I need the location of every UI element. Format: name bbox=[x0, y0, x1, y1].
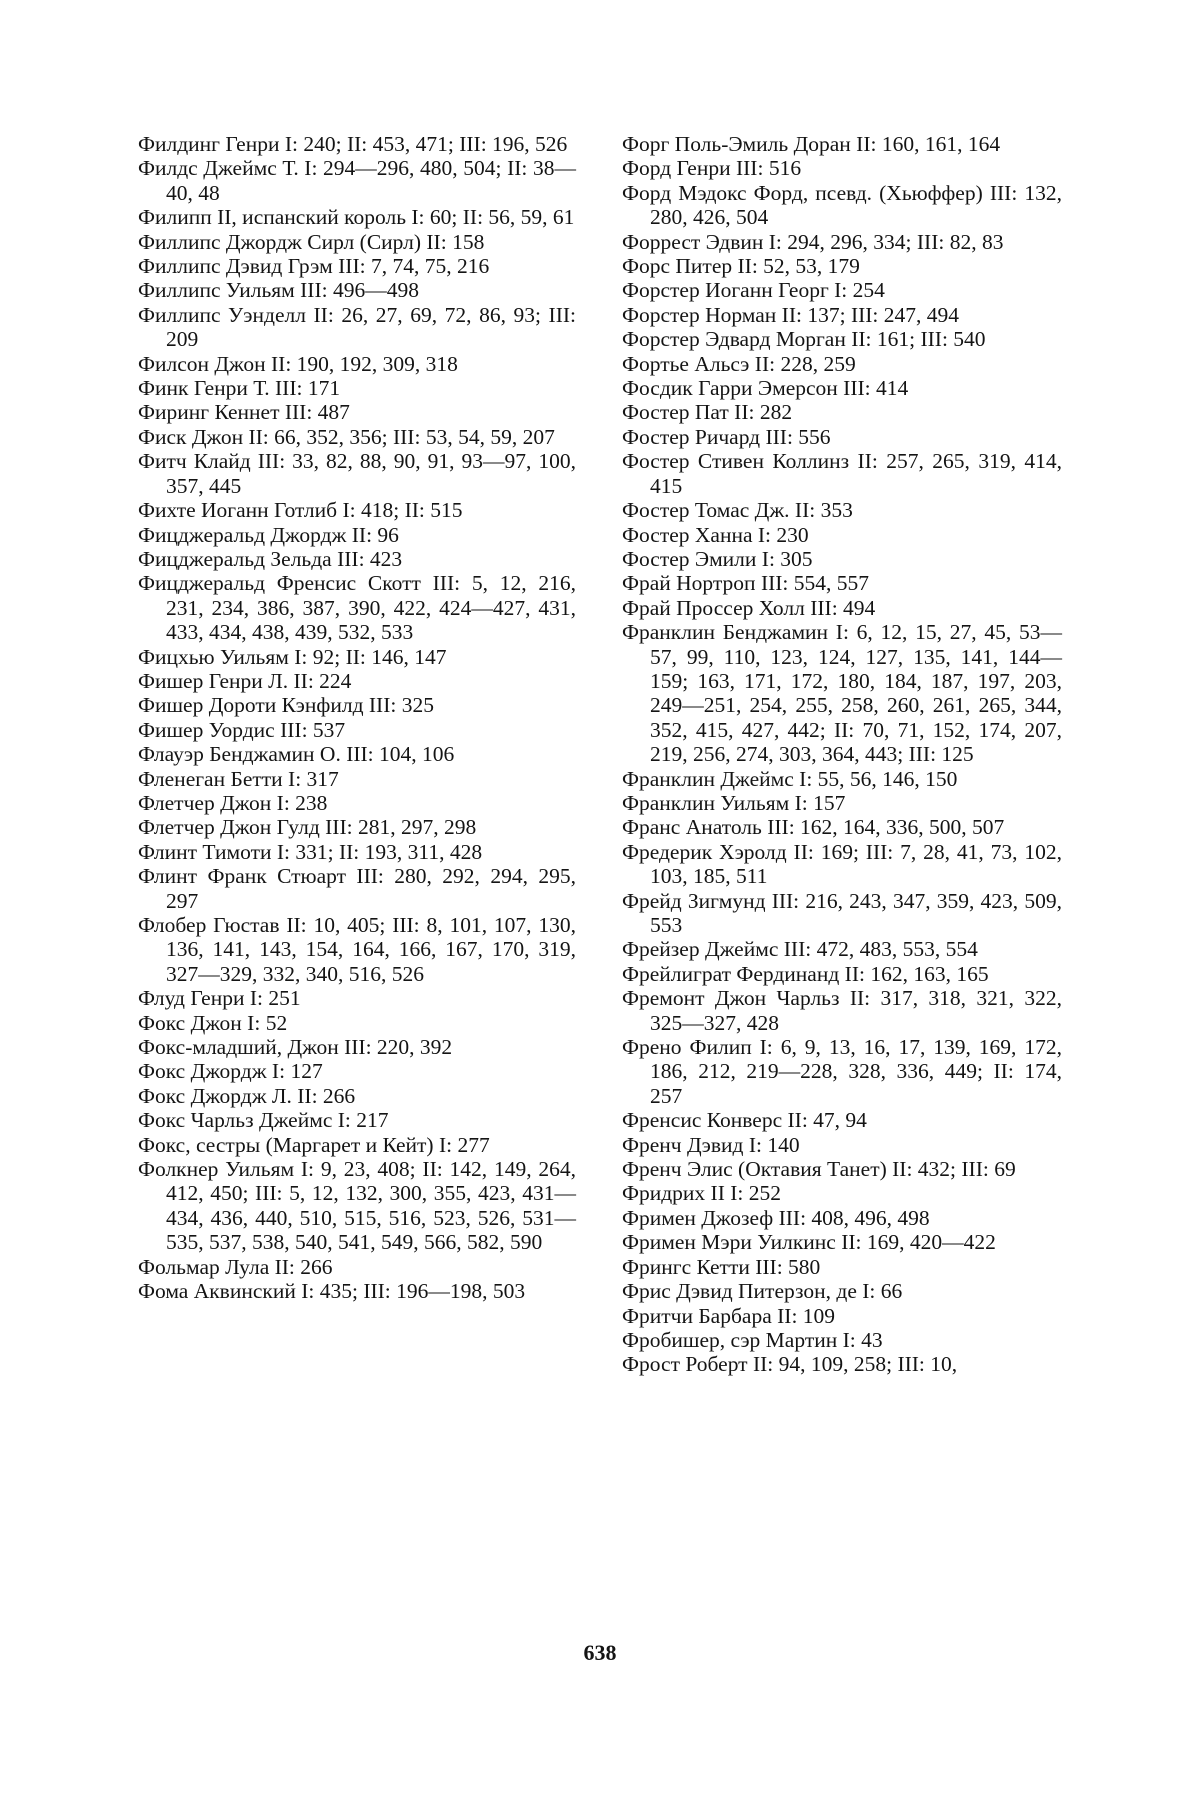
index-entry: Фрейд Зигмунд III: 216, 243, 347, 359, 423, 509, 553 bbox=[622, 888, 1062, 937]
index-entry: Форстер Эдвард Морган II: 161; III: 540 bbox=[622, 327, 986, 352]
index-entry: Фрингс Кетти III: 580 bbox=[622, 1254, 821, 1279]
index-entry: Фредерик Хэролд II: 169; III: 7, 28, 41, 73, 102, 103, 185, 511 bbox=[622, 839, 1062, 889]
index-entry: Фокс Чарльз Джеймс I: 217 bbox=[138, 1108, 389, 1133]
index-entry: Френч Элис (Октавия Танет) II: 432; III: 69 bbox=[622, 1157, 1016, 1182]
index-entry: Фокс Джордж I: 127 bbox=[138, 1059, 323, 1084]
index-entry: Франклин Бенджамин I: 6, 12, 15, 27, 45, 53—57, 99, 110, 123, 124, 127, 135, 141, 144—159; 163, 171, 172, 180, 184, 187, 197, 203, 249—251, 254, 255, 258, 260, 261, 265, 344, 352, 415, 427, 442; II: 70, 71, 152, 174, 207, 219, 256, 274, 303, 364, 443; III: 125 bbox=[622, 620, 1062, 767]
index-entry: Форг Поль-Эмиль Доран II: 160, 161, 164 bbox=[622, 132, 1001, 156]
index-entry: Филлипс Уильям III: 496—498 bbox=[138, 278, 419, 303]
index-entry: Флинт Тимоти I: 331; II: 193, 311, 428 bbox=[138, 839, 483, 864]
index-entry: Флуд Генри I: 251 bbox=[138, 986, 301, 1011]
index-entry: Фитч Клайд III: 33, 82, 88, 90, 91, 93—97, 100, 357, 445 bbox=[138, 449, 576, 498]
index-entry: Филлипс Уэнделл II: 26, 27, 69, 72, 86, 93; III: 209 bbox=[138, 302, 576, 352]
index-entry: Фома Аквинский I: 435; III: 196—198, 503 bbox=[138, 1279, 526, 1304]
index-entry: Флауэр Бенджамин О. III: 104, 106 bbox=[138, 742, 455, 767]
index-entry: Форд Генри III: 516 bbox=[622, 156, 802, 181]
index-entry: Фольмар Лула II: 266 bbox=[138, 1254, 333, 1279]
index-entry: Фремонт Джон Чарльз II: 317, 318, 321, 322, 325—327, 428 bbox=[622, 986, 1062, 1035]
index-entry: Фицджеральд Френсис Скотт III: 5, 12, 216, 231, 234, 386, 387, 390, 422, 424—427, 431, 433, 434, 438, 439, 532, 533 bbox=[138, 571, 576, 645]
index-entry: Фрис Дэвид Питерзон, де I: 66 bbox=[622, 1279, 903, 1304]
index-entry: Филдс Джеймс Т. I: 294—296, 480, 504; II: 38—40, 48 bbox=[138, 156, 576, 205]
index-entry: Флетчер Джон Гулд III: 281, 297, 298 bbox=[138, 815, 477, 840]
index-entry: Фокс Джордж Л. II: 266 bbox=[138, 1083, 356, 1108]
index-entry: Форстер Норман II: 137; III: 247, 494 bbox=[622, 302, 960, 327]
index-entry: Форс Питер II: 52, 53, 179 bbox=[622, 254, 860, 279]
index-entry: Франклин Джеймс I: 55, 56, 146, 150 bbox=[622, 766, 958, 791]
index-entry: Фицджеральд Джордж II: 96 bbox=[138, 522, 399, 547]
index-entry: Фостер Пат II: 282 bbox=[622, 400, 793, 425]
index-entry: Форд Мэдокс Форд, псевд. (Хьюффер) III: 132, 280, 426, 504 bbox=[622, 180, 1062, 230]
index-entry: Фокс-младший, Джон III: 220, 392 bbox=[138, 1035, 453, 1060]
index-entry: Фишер Дороти Кэнфилд III: 325 bbox=[138, 693, 434, 718]
index-entry: Филсон Джон II: 190, 192, 309, 318 bbox=[138, 351, 458, 376]
index-entry: Франс Анатоль III: 162, 164, 336, 500, 507 bbox=[622, 815, 1005, 840]
index-entry: Фицджеральд Зельда III: 423 bbox=[138, 546, 403, 571]
index-entry: Фримен Мэри Уилкинс II: 169, 420—422 bbox=[622, 1230, 996, 1255]
index-entry: Фолкнер Уильям I: 9, 23, 408; II: 142, 149, 264, 412, 450; III: 5, 12, 132, 300, 355, 423, 431—434, 436, 440, 510, 515, 516, 523, 526, 531—535, 537, 538, 540, 541, 549, 566, 582, 590 bbox=[138, 1157, 576, 1255]
index-entry: Филлипс Дэвид Грэм III: 7, 74, 75, 216 bbox=[138, 254, 490, 279]
index-entry: Филипп II, испанский король I: 60; II: 56, 59, 61 bbox=[138, 205, 575, 230]
index-entry: Фишер Уордис III: 537 bbox=[138, 717, 346, 742]
index-entry: Фробишер, сэр Мартин I: 43 bbox=[622, 1327, 883, 1352]
index-entry: Фишер Генри Л. II: 224 bbox=[138, 668, 352, 693]
index-entry: Фридрих II I: 252 bbox=[622, 1181, 782, 1206]
index-entry: Фрейзер Джеймс III: 472, 483, 553, 554 bbox=[622, 937, 978, 962]
index-entry: Фрай Нортроп III: 554, 557 bbox=[622, 571, 870, 596]
index-entry: Фостер Томас Дж. II: 353 bbox=[622, 498, 853, 523]
index-entry: Филлипс Джордж Сирл (Сирл) II: 158 bbox=[138, 229, 485, 254]
index-entry: Фортье Альсэ II: 228, 259 bbox=[622, 351, 856, 376]
index-entry: Флобер Гюстав II: 10, 405; III: 8, 101, 107, 130, 136, 141, 143, 154, 164, 166, 167, 170, 319, 327—329, 332, 340, 516, 526 bbox=[138, 913, 576, 986]
index-entry: Фихте Иоганн Готлиб I: 418; II: 515 bbox=[138, 498, 463, 523]
index-entry: Форрест Эдвин I: 294, 296, 334; III: 82, 83 bbox=[622, 229, 1004, 254]
index-entry: Френсис Конверс II: 47, 94 bbox=[622, 1108, 867, 1133]
index-entry: Фокс Джон I: 52 bbox=[138, 1010, 288, 1035]
index-entry: Фостер Эмили I: 305 bbox=[622, 546, 813, 571]
index-entry: Фостер Ричард III: 556 bbox=[622, 424, 831, 449]
index-entry: Форстер Иоганн Георг I: 254 bbox=[622, 278, 885, 303]
index-entry: Фрай Проссер Холл III: 494 bbox=[622, 595, 876, 620]
index-entry: Фостер Стивен Коллинз II: 257, 265, 319, 414, 415 bbox=[622, 449, 1062, 498]
index-entry: Фицхью Уильям I: 92; II: 146, 147 bbox=[138, 644, 447, 669]
index-entry: Фокс, сестры (Маргарет и Кейт) I: 277 bbox=[138, 1132, 490, 1157]
left-column bbox=[138, 132, 576, 1304]
index-entry: Франклин Уильям I: 157 bbox=[622, 790, 846, 815]
index-entry: Фиск Джон II: 66, 352, 356; III: 53, 54, 59, 207 bbox=[138, 424, 555, 449]
index-entry: Фосдик Гарри Эмерсон III: 414 bbox=[622, 376, 909, 401]
index-entry: Филдинг Генри I: 240; II: 453, 471; III: 196, 526 bbox=[138, 132, 568, 156]
index-entry: Фритчи Барбара II: 109 bbox=[622, 1303, 836, 1328]
index-entry: Фостер Ханна I: 230 bbox=[622, 522, 809, 547]
right-column bbox=[622, 132, 1062, 1377]
index-entry: Флинт Франк Стюарт III: 280, 292, 294, 295, 297 bbox=[138, 864, 576, 913]
index-entry: Фримен Джозеф III: 408, 496, 498 bbox=[622, 1205, 930, 1230]
index-entry: Френч Дэвид I: 140 bbox=[622, 1132, 800, 1157]
index-entry: Фрейлиграт Фердинанд II: 162, 163, 165 bbox=[622, 961, 989, 986]
index-entry: Френо Филип I: 6, 9, 13, 16, 17, 139, 169, 172, 186, 212, 219—228, 328, 336, 449; II: 174, 257 bbox=[622, 1035, 1062, 1108]
index-entry: Флетчер Джон I: 238 bbox=[138, 790, 328, 815]
index-entry: Финк Генри Т. III: 171 bbox=[138, 376, 341, 401]
page-number: 638 bbox=[583, 1640, 617, 1665]
index-entry: Фрост Роберт II: 94, 109, 258; III: 10, bbox=[622, 1352, 958, 1377]
index-entry: Фленеган Бетти I: 317 bbox=[138, 766, 339, 791]
index-entry: Фиринг Кеннет III: 487 bbox=[138, 400, 350, 425]
